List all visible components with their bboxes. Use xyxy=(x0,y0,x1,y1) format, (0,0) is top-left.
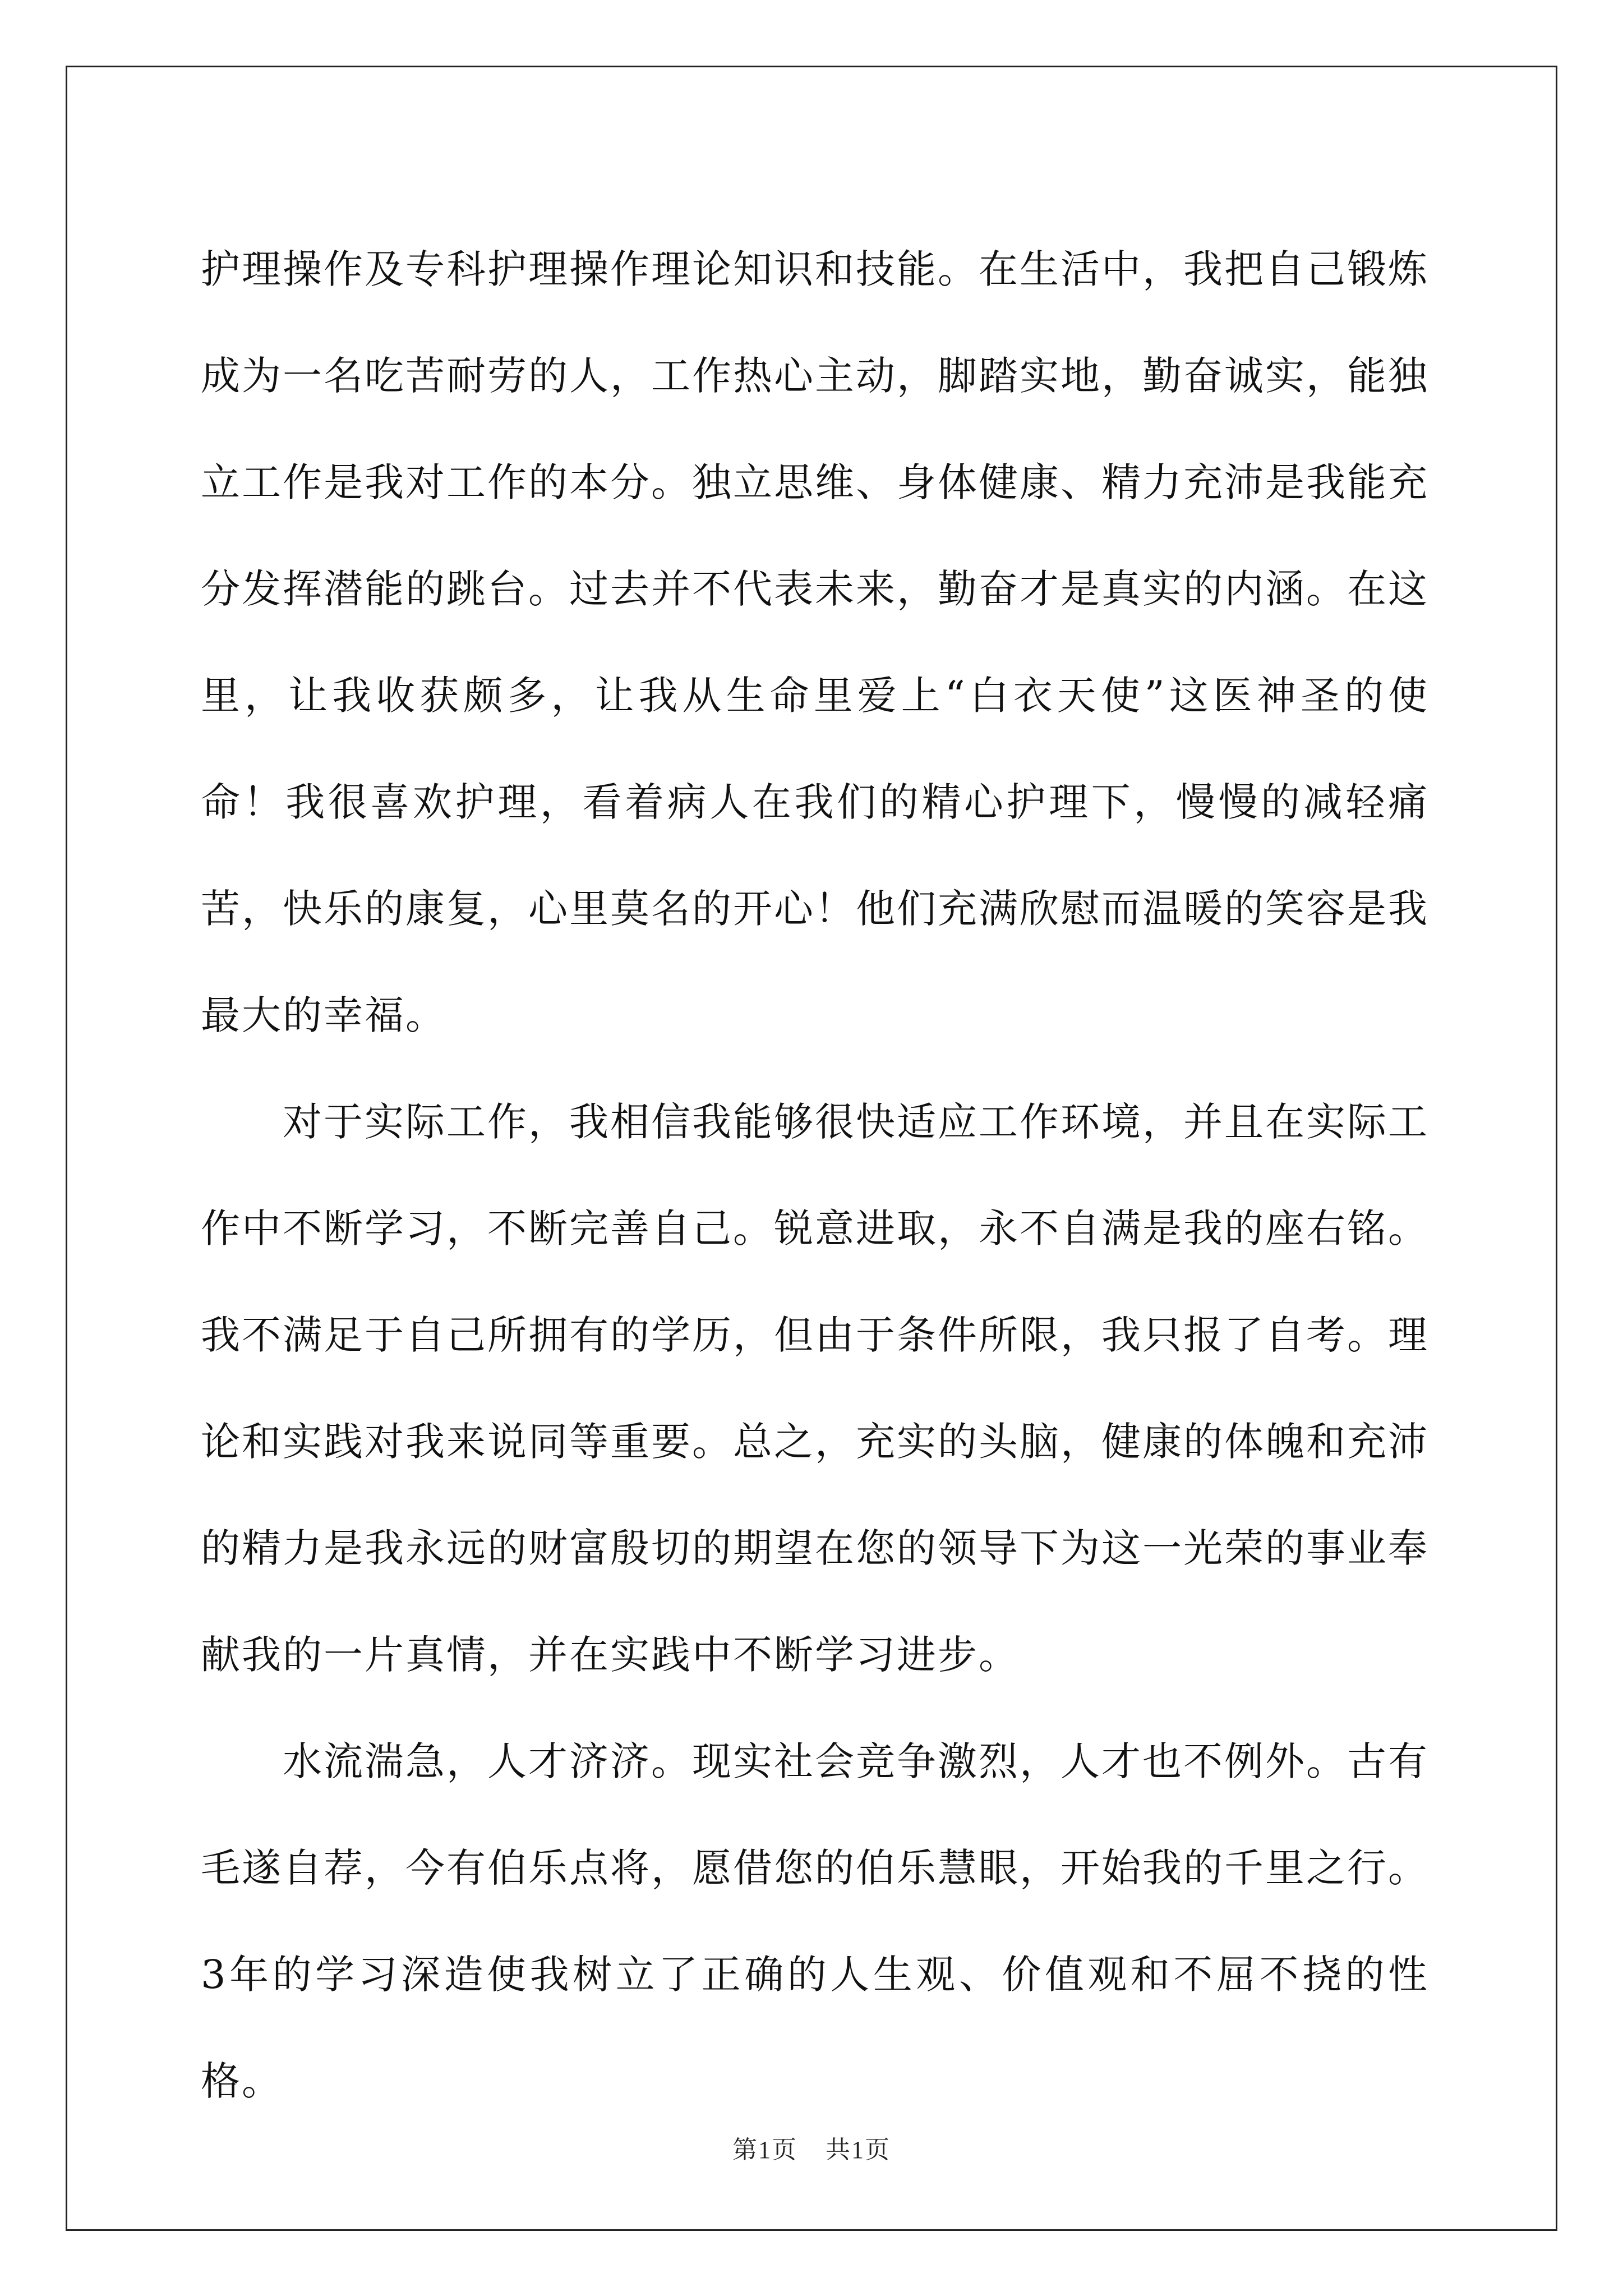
page-total: 共1页 xyxy=(826,2136,891,2164)
paragraph-1: 护理操作及专科护理操作理论知识和技能。在生活中，我把自己锻炼成为一名吃苦耐劳的人，工作热心主动，脚踏实地，勤奋诚实，能独立工作是我对工作的本分。独立思维、身体健康、精力充沛是我能充分发挥潜能的跳台。过去并不代表未来，勤奋才是真实的内涵。在这里，让我收获颇多，让我从生命里爱上“白衣天使”这医神圣的使命！我很喜欢护理，看着病人在我们的精心护理下，慢慢的减轻痛苦，快乐的康复，心里莫名的开心！他们充满欣慰而温暖的笑容是我最大的幸福。 xyxy=(201,246,1429,1038)
paragraph-3: 水流湍急，人才济济。现实社会竞争激烈，人才也不例外。古有毛遂自荐，今有伯乐点将，愿借您的伯乐慧眼，开始我的千里之行。3年的学习深造使我树立了正确的人生观、价值观和不屈不挠的性格。 xyxy=(201,1738,1429,2104)
paragraph-2: 对于实际工作，我相信我能够很快适应工作环境，并且在实际工作中不断学习，不断完善自己。锐意进取，永不自满是我的座右铭。我不满足于自己所拥有的学历，但由于条件所限，我只报了自考。理论和实践对我来说同等重要。总之，充实的头脑，健康的体魄和充沛的精力是我永远的财富殷切的期望在您的领导下为这一光荣的事业奉献我的一片真情，并在实践中不断学习进步。 xyxy=(201,1099,1429,1678)
page-number: 第1页 xyxy=(732,2136,797,2164)
document-body xyxy=(201,216,1429,2134)
page-footer xyxy=(0,2129,1623,2165)
